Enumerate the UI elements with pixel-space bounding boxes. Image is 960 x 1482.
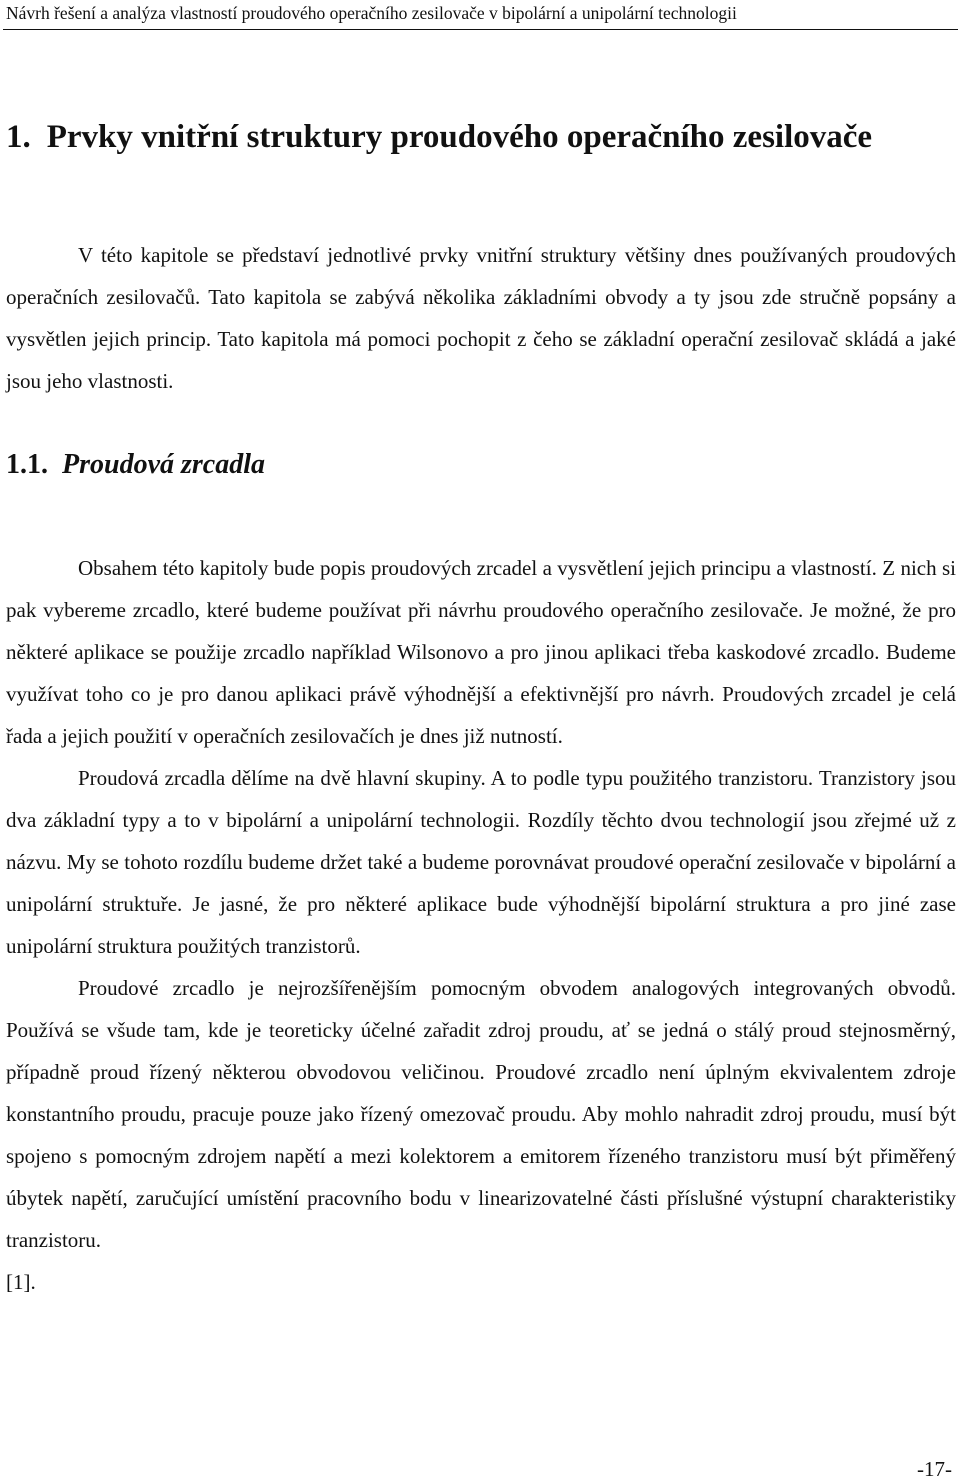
header-rule bbox=[3, 29, 958, 30]
section-title-text: Proudová zrcadla bbox=[62, 449, 265, 480]
chapter-number: 1. bbox=[6, 119, 31, 155]
section-title bbox=[6, 446, 265, 484]
section-number: 1.1. bbox=[6, 449, 48, 480]
reference-citation: [1]. bbox=[6, 1270, 36, 1294]
section-body bbox=[6, 547, 956, 1303]
running-header: Návrh řešení a analýza vlastností proudového operačního zesilovače v bipolární a unipolární technologii bbox=[6, 3, 737, 23]
chapter-intro bbox=[6, 234, 956, 402]
page-number: -17- bbox=[917, 1457, 952, 1481]
body-paragraph-3: Proudové zrcadlo je nejrozšířenějším pomocným obvodem analogových integrovaných obvodů. Používá se všude tam, kde je teoreticky účelné zařadit zdroj proudu, ať se jedná o stálý proud stejnosměrný, případně proud řízený některou obvodovou veličinou. Proudové zrcadlo není úplným ekvivalentem zdroje konstantního proudu, pracuje pouze jako řízený omezovač proudu. Aby mohlo nahradit zdroj proudu, musí být spojeno s pomocným zdrojem napětí a mezi kolektorem a emitorem řízeného tranzistoru musí být přiměřený úbytek napětí, zaručující umístění pracovního bodu v linearizovatelné části příslušné výstupní charakteristiky tranzistoru. bbox=[6, 976, 956, 1252]
chapter-title bbox=[6, 115, 872, 159]
intro-paragraph: V této kapitole se představí jednotlivé prvky vnitřní struktury většiny dnes používaných proudových operačních zesilovačů. Tato kapitola se zabývá několika základními obvody a ty jsou zde stručně popsány a vysvětlen jejich princip. Tato kapitola má pomoci pochopit z čeho se základní operační zesilovač skládá a jaké jsou jeho vlastnosti. bbox=[6, 243, 956, 393]
body-paragraph-1: Obsahem této kapitoly bude popis proudových zrcadel a vysvětlení jejich principu a vlastností. Z nich si pak vybereme zrcadlo, které budeme používat při návrhu proudového operačního zesilovače. Je možné, že pro některé aplikace se použije zrcadlo například Wilsonovo a pro jinou aplikaci třeba kaskodové zrcadlo. Budeme využívat toho co je pro danou aplikaci právě výhodnější a efektivnější pro návrh. Proudových zrcadel je celá řada a jejich použití v operačních zesilovačích je dnes již nutností. bbox=[6, 556, 956, 748]
body-paragraph-2: Proudová zrcadla dělíme na dvě hlavní skupiny. A to podle typu použitého tranzistoru. Tranzistory jsou dva základní typy a to v bipolární a unipolární technologii. Rozdíly těchto dvou technologií jsou zřejmé už z názvu. My se tohoto rozdílu budeme držet také a budeme porovnávat proudové operační zesilovače v bipolární a unipolární struktuře. Je jasné, že pro některé aplikace bude výhodnější bipolární struktura a pro jiné zase unipolární struktura použitých tranzistorů. bbox=[6, 766, 956, 958]
chapter-title-text: Prvky vnitřní struktury proudového operačního zesilovače bbox=[46, 119, 873, 155]
